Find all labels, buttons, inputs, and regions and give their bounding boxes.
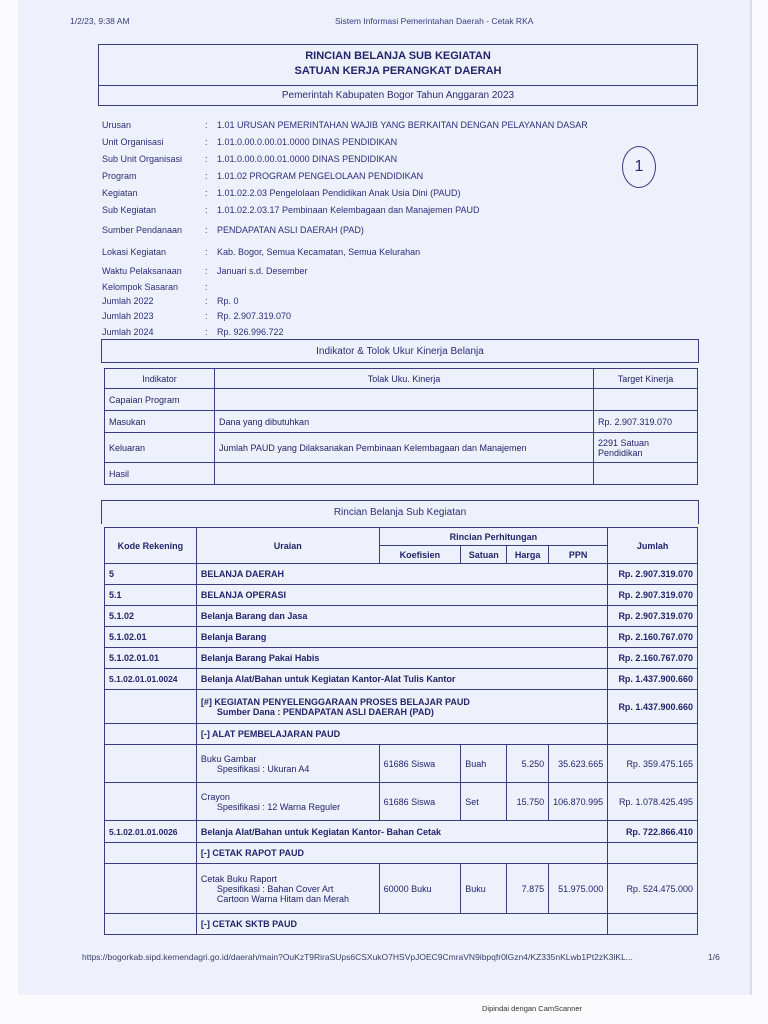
info-row-jumlah-2024: [102, 324, 702, 340]
info-separator: :: [205, 311, 208, 321]
indikator-table: [104, 368, 698, 485]
scanner-watermark: Dipindai dengan CamScanner: [482, 1004, 583, 1013]
item-name: Crayon: [200, 791, 230, 802]
info-label: Jumlah 2022: [102, 296, 154, 306]
print-datetime: 1/2/23, 9:38 AM: [70, 16, 130, 26]
kode-cell: [105, 690, 197, 724]
handwritten-page-mark: 1: [622, 146, 656, 188]
kode-cell: 5.1.02.01.01: [105, 648, 197, 669]
document-title: [98, 44, 698, 86]
koefisien-cell: 61686 Siswa: [379, 783, 461, 821]
info-row-subunit: [102, 151, 702, 168]
jumlah-cell: Rp. 2.160.767.070: [608, 627, 698, 648]
info-value: Januari s.d. Desember: [217, 266, 308, 276]
indikator-cell: Keluaran: [105, 433, 215, 463]
tolok-cell: Dana yang dibutuhkan: [215, 411, 594, 433]
info-row-subkegiatan: [102, 202, 702, 219]
group-label: [-] CETAK RAPOT PAUD: [196, 843, 607, 864]
info-value: Kab. Bogor, Semua Kecamatan, Semua Kelurahan: [217, 247, 421, 257]
info-row-kelompok: [102, 280, 702, 294]
table-row: [105, 606, 698, 627]
jumlah-cell: [608, 843, 698, 864]
info-label: Lokasi Kegiatan: [102, 247, 167, 257]
kode-cell: 5.1: [105, 585, 197, 606]
info-label: Urusan: [102, 120, 132, 130]
col-rincian-perhitungan: Rincian Perhitungan: [379, 528, 608, 546]
ppn-cell: 106.870.995: [549, 783, 608, 821]
uraian-cell: BELANJA DAERAH: [196, 564, 607, 585]
info-row-sumber: [102, 219, 702, 241]
jumlah-cell: Rp. 1.437.900.660: [608, 690, 698, 724]
info-value: PENDAPATAN ASLI DAERAH (PAD): [217, 225, 364, 235]
col-koefisien: Koefisien: [379, 546, 461, 564]
kode-cell: [105, 914, 197, 935]
info-label: Sub Kegiatan: [102, 205, 157, 215]
ppn-cell: 35.623.665: [549, 745, 608, 783]
group-row: [105, 843, 698, 864]
item-row: [105, 745, 698, 783]
koefisien-cell: 60000 Buku: [379, 864, 461, 914]
col-kode-rekening: Kode Rekening: [105, 528, 197, 564]
info-label: Unit Organisasi: [102, 137, 164, 147]
kegiatan-name: [#] KEGIATAN PENYELENGGARAAN PROSES BELAJAR PAUD: [200, 696, 470, 707]
info-separator: :: [205, 247, 208, 257]
page-url: https://bogorkab.sipd.kemendagri.go.id/daerah/main?OuKzT9RiraSUps6CSXukO7HSVpJOEC9CmraVN9ibpqfr0lGzn4/KZ335nKLwb1Pt2zK3lKL...: [82, 952, 633, 962]
kegiatan-group-cell: [196, 690, 607, 724]
info-label: Waktu Pelaksanaan: [102, 266, 182, 276]
info-value: Rp. 926.996.722: [217, 327, 284, 337]
group-row: [105, 914, 698, 935]
target-cell: Rp. 2.907.319.070: [594, 411, 698, 433]
info-value: 1.01.0.00.0.00.01.0000 DINAS PENDIDIKAN: [217, 137, 398, 147]
jumlah-cell: Rp. 1.437.900.660: [608, 669, 698, 690]
satuan-cell: Buku: [461, 864, 507, 914]
info-row-kegiatan: [102, 185, 702, 202]
info-label: Sub Unit Organisasi: [102, 154, 183, 164]
uraian-cell: Belanja Barang: [196, 627, 607, 648]
kode-cell: [105, 745, 197, 783]
table-row: [105, 821, 698, 843]
info-row-jumlah-2022: [102, 294, 702, 308]
info-separator: :: [205, 282, 208, 292]
item-spec-2: Cartoon Warna Hitam dan Merah: [216, 893, 350, 904]
col-indikator: Indikator: [105, 369, 215, 389]
jumlah-cell: Rp. 524.475.000: [608, 864, 698, 914]
item-spec: Spesifikasi : Bahan Cover Art: [216, 883, 334, 894]
jumlah-cell: Rp. 2.907.319.070: [608, 606, 698, 627]
target-cell: [594, 463, 698, 485]
info-label: Kelompok Sasaran: [102, 282, 179, 292]
group-label: [-] CETAK SKTB PAUD: [196, 914, 607, 935]
table-header-row: [105, 528, 698, 546]
group-label: [-] ALAT PEMBELAJARAN PAUD: [196, 724, 607, 745]
group-row: [105, 724, 698, 745]
satuan-cell: Buah: [461, 745, 507, 783]
item-name: Buku Gambar: [200, 753, 257, 764]
col-jumlah: Jumlah: [608, 528, 698, 564]
indikator-cell: Masukan: [105, 411, 215, 433]
info-label: Sumber Pendanaan: [102, 225, 183, 235]
info-separator: :: [205, 205, 208, 215]
item-spec: Spesifikasi : 12 Warna Reguler: [216, 801, 341, 812]
table-row: [105, 669, 698, 690]
table-row: [105, 564, 698, 585]
col-satuan: Satuan: [461, 546, 507, 564]
kode-cell: [105, 783, 197, 821]
item-spec: Spesifikasi : Ukuran A4: [216, 763, 310, 774]
info-separator: :: [205, 296, 208, 306]
info-value: 1.01.02 PROGRAM PENGELOLAAN PENDIDIKAN: [217, 171, 424, 181]
satuan-cell: Set: [461, 783, 507, 821]
info-row-jumlah-2023: [102, 308, 702, 324]
item-row: [105, 783, 698, 821]
col-tolok-ukur: Tolak Uku. Kinerja: [215, 369, 594, 389]
table-row: [105, 389, 698, 411]
table-row: [105, 627, 698, 648]
jumlah-cell: Rp. 2.160.767.070: [608, 648, 698, 669]
info-separator: :: [205, 171, 208, 181]
table-header-row: [105, 369, 698, 389]
table-row: [105, 411, 698, 433]
rincian-table: [104, 527, 698, 935]
app-title: Sistem Informasi Pemerintahan Daerah - Cetak RKA: [335, 16, 534, 26]
item-uraian: [196, 783, 379, 821]
koefisien-cell: 61686 Siswa: [379, 745, 461, 783]
info-value: 1.01.0.00.0.00.01.0000 DINAS PENDIDIKAN: [217, 154, 398, 164]
kode-cell: 5: [105, 564, 197, 585]
jumlah-cell: Rp. 359.475.165: [608, 745, 698, 783]
info-separator: :: [205, 327, 208, 337]
info-row-unit: [102, 134, 702, 151]
info-value: Rp. 0: [217, 296, 239, 306]
info-value: 1.01.02.2.03 Pengelolaan Pendidikan Anak Usia Dini (PAUD): [217, 188, 461, 198]
kode-cell: 5.1.02.01.01.0026: [105, 821, 197, 843]
item-uraian: [196, 745, 379, 783]
info-separator: :: [205, 266, 208, 276]
tolok-cell: [215, 389, 594, 411]
info-separator: :: [205, 120, 208, 130]
rincian-heading: Rincian Belanja Sub Kegiatan: [101, 500, 699, 524]
info-row-urusan: [102, 117, 702, 134]
kode-cell: [105, 864, 197, 914]
harga-cell: 5.250: [507, 745, 549, 783]
jumlah-cell: Rp. 1.078.425.495: [608, 783, 698, 821]
table-row: [105, 463, 698, 485]
indikator-heading: Indikator & Tolok Ukur Kinerja Belanja: [101, 339, 699, 363]
indikator-cell: Capaian Program: [105, 389, 215, 411]
uraian-cell: Belanja Alat/Bahan untuk Kegiatan Kantor- Bahan Cetak: [196, 821, 607, 843]
document-subtitle: Pemerintah Kabupaten Bogor Tahun Anggaran 2023: [98, 86, 698, 106]
col-harga: Harga: [507, 546, 549, 564]
info-value: 1.01 URUSAN PEMERINTAHAN WAJIB YANG BERKAITAN DENGAN PELAYANAN DASAR: [217, 120, 588, 130]
item-uraian: [196, 864, 379, 914]
col-ppn: PPN: [549, 546, 608, 564]
jumlah-cell: Rp. 2.907.319.070: [608, 585, 698, 606]
table-row: [105, 648, 698, 669]
jumlah-cell: Rp. 2.907.319.070: [608, 564, 698, 585]
col-uraian: Uraian: [196, 528, 379, 564]
info-value: 1.01.02.2.03.17 Pembinaan Kelembagaan dan Manajemen PAUD: [217, 205, 480, 215]
info-label: Kegiatan: [102, 188, 138, 198]
kode-cell: 5.1.02.01: [105, 627, 197, 648]
page-number: 1/6: [708, 952, 720, 962]
info-row-waktu: [102, 263, 702, 280]
item-name: Cetak Buku Raport: [200, 873, 277, 884]
info-label: Jumlah 2023: [102, 311, 154, 321]
info-value: Rp. 2.907.319.070: [217, 311, 292, 321]
kode-cell: 5.1.02: [105, 606, 197, 627]
uraian-cell: BELANJA OPERASI: [196, 585, 607, 606]
info-row-program: [102, 168, 702, 185]
indikator-cell: Hasil: [105, 463, 215, 485]
tolok-cell: [215, 463, 594, 485]
info-section: [102, 117, 702, 340]
jumlah-cell: [608, 914, 698, 935]
info-separator: :: [205, 225, 208, 235]
jumlah-cell: [608, 724, 698, 745]
info-label: Program: [102, 171, 137, 181]
kegiatan-sumber-dana: Sumber Dana : PENDAPATAN ASLI DAERAH (PAD): [216, 706, 434, 717]
table-row: [105, 585, 698, 606]
col-target-kinerja: Target Kinerja: [594, 369, 698, 389]
info-separator: :: [205, 188, 208, 198]
title-line-1: RINCIAN BELANJA SUB KEGIATAN: [305, 50, 491, 62]
tolok-cell: Jumlah PAUD yang Dilaksanakan Pembinaan Kelembagaan dan Manajemen: [215, 433, 594, 463]
kode-cell: 5.1.02.01.01.0024: [105, 669, 197, 690]
kegiatan-group-row: [105, 690, 698, 724]
target-cell: 2291 Satuan Pendidikan: [594, 433, 698, 463]
jumlah-cell: Rp. 722.866.410: [608, 821, 698, 843]
target-cell: [594, 389, 698, 411]
uraian-cell: Belanja Barang dan Jasa: [196, 606, 607, 627]
info-separator: :: [205, 137, 208, 147]
info-separator: :: [205, 154, 208, 164]
kode-cell: [105, 843, 197, 864]
table-row: [105, 433, 698, 463]
item-row: [105, 864, 698, 914]
harga-cell: 7.875: [507, 864, 549, 914]
kode-cell: [105, 724, 197, 745]
uraian-cell: Belanja Barang Pakai Habis: [196, 648, 607, 669]
title-line-2: SATUAN KERJA PERANGKAT DAERAH: [294, 65, 502, 77]
info-row-lokasi: [102, 241, 702, 263]
ppn-cell: 51.975.000: [549, 864, 608, 914]
harga-cell: 15.750: [507, 783, 549, 821]
info-label: Jumlah 2024: [102, 327, 154, 337]
uraian-cell: Belanja Alat/Bahan untuk Kegiatan Kantor-Alat Tulis Kantor: [196, 669, 607, 690]
